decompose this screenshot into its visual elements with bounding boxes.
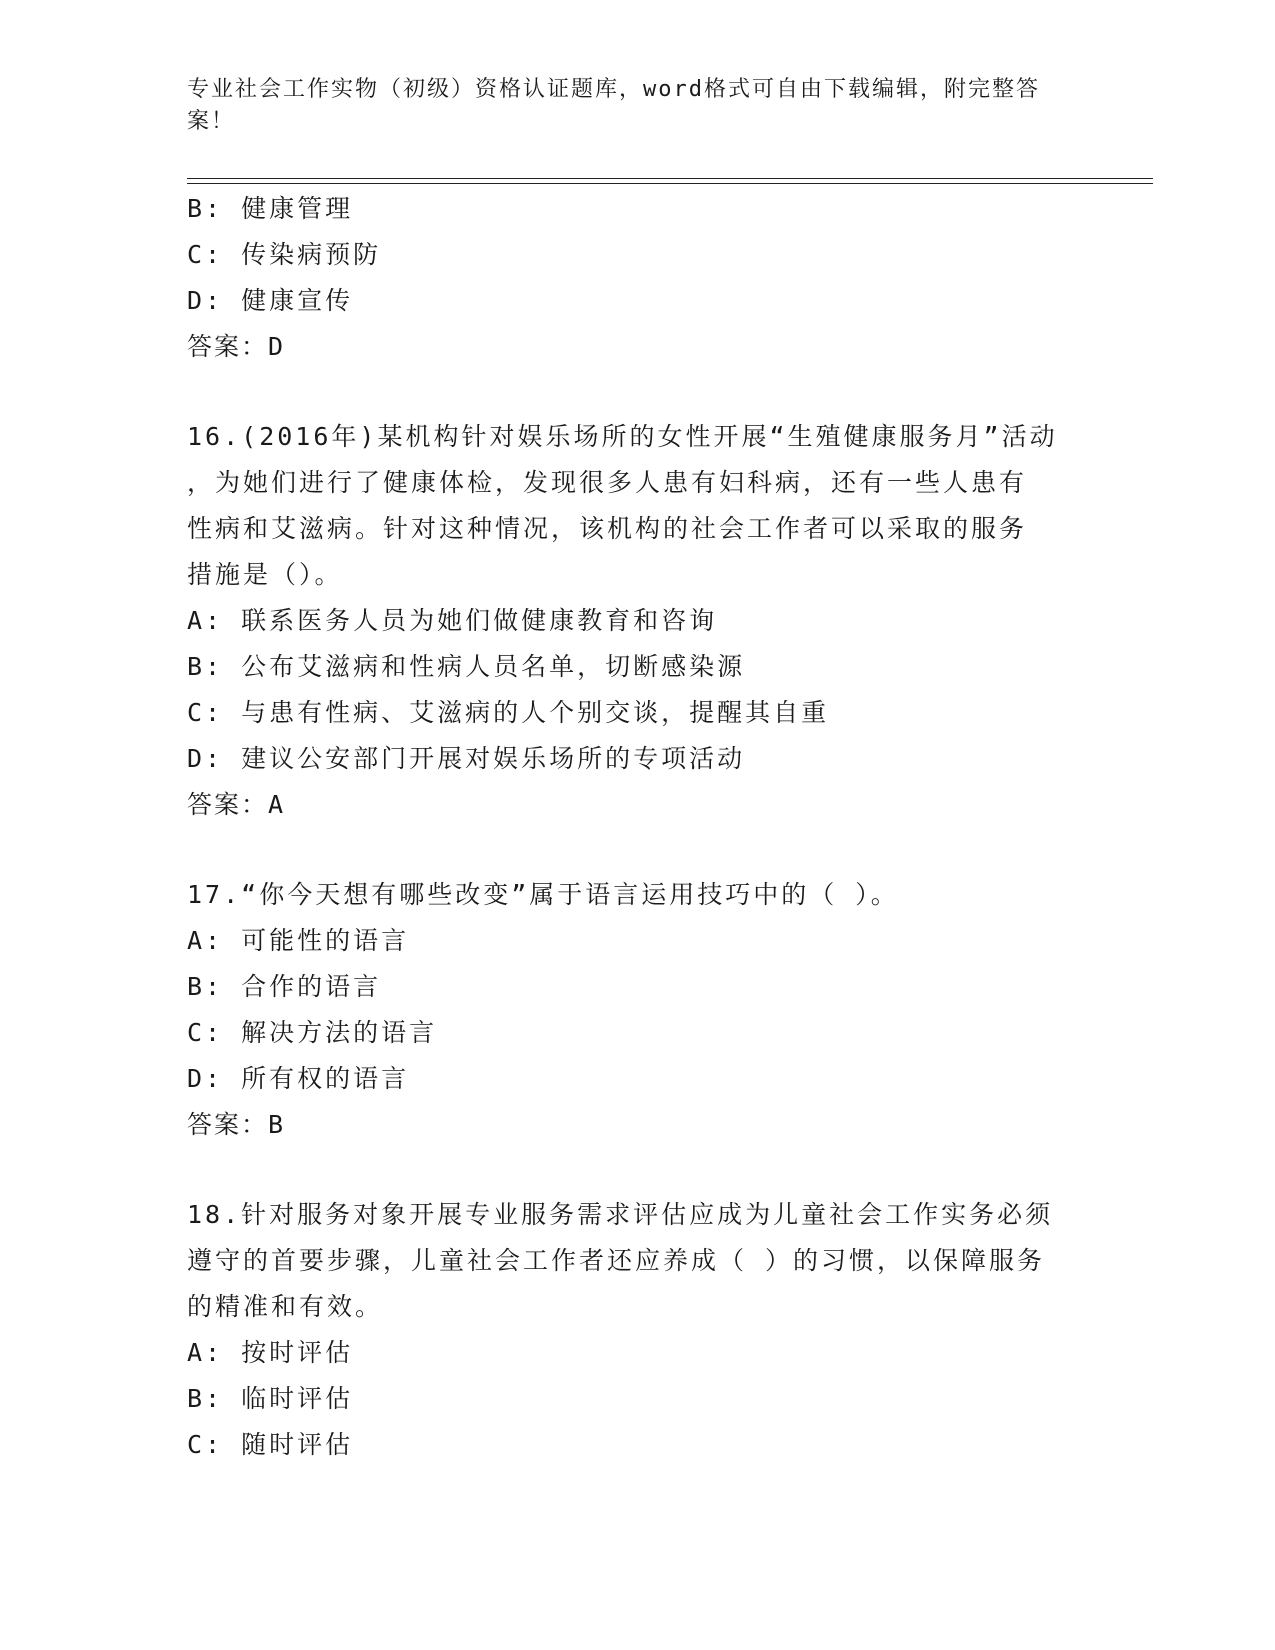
option-b: B: 合作的语言: [187, 972, 382, 1001]
option-d: D: 健康宣传: [187, 286, 354, 315]
question-text-line: 的精准和有效。: [187, 1292, 384, 1321]
option-b: B: 临时评估: [187, 1384, 354, 1413]
question-15-continued: [187, 186, 1087, 370]
page-header: [187, 74, 1067, 138]
option-c: C: 与患有性病、艾滋病的人个别交谈，提醒其自重: [187, 698, 830, 727]
question-text-line: 措施是（）。: [187, 560, 343, 589]
question-text-line: ，为她们进行了健康体检，发现很多人患有妇科病，还有一些人患有: [187, 468, 1028, 497]
question-text-line: 16.(2016年)某机构针对娱乐场所的女性开展“生殖健康服务月”活动: [187, 422, 1058, 451]
option-d: D: 所有权的语言: [187, 1064, 410, 1093]
header-divider-bottom: [187, 183, 1153, 184]
header-divider-top: [187, 178, 1153, 179]
header-line-2: 案！: [187, 109, 236, 134]
option-a: A: 联系医务人员为她们做健康教育和咨询: [187, 606, 718, 635]
option-a: A: 按时评估: [187, 1338, 354, 1367]
option-a: A: 可能性的语言: [187, 926, 410, 955]
question-17: [187, 872, 1087, 1148]
option-c: C: 随时评估: [187, 1430, 354, 1459]
header-line-1: 专业社会工作实物（初级）资格认证题库，word格式可自由下载编辑，附完整答: [187, 77, 1040, 102]
spacer: [187, 1148, 1087, 1192]
question-text-line: 17.“你今天想有哪些改变”属于语言运用技巧中的（ ）。: [187, 880, 899, 909]
question-text-line: 18.针对服务对象开展专业服务需求评估应成为儿童社会工作实务必须: [187, 1200, 1054, 1229]
spacer: [187, 370, 1087, 414]
answer-line: 答案：B: [187, 1110, 286, 1139]
question-18: [187, 1192, 1087, 1468]
option-d: D: 建议公安部门开展对娱乐场所的专项活动: [187, 744, 746, 773]
spacer: [187, 828, 1087, 872]
option-b: B: 公布艾滋病和性病人员名单，切断感染源: [187, 652, 746, 681]
answer-line: 答案：A: [187, 790, 286, 819]
option-b: B: 健康管理: [187, 194, 354, 223]
question-text-line: 遵守的首要步骤，儿童社会工作者还应养成（ ）的习惯，以保障服务: [187, 1246, 1046, 1275]
question-16: [187, 414, 1087, 828]
option-c: C: 解决方法的语言: [187, 1018, 438, 1047]
question-text-line: 性病和艾滋病。针对这种情况，该机构的社会工作者可以采取的服务: [187, 514, 1028, 543]
option-c: C: 传染病预防: [187, 240, 382, 269]
question-list: [187, 186, 1087, 1468]
answer-line: 答案：D: [187, 332, 286, 361]
